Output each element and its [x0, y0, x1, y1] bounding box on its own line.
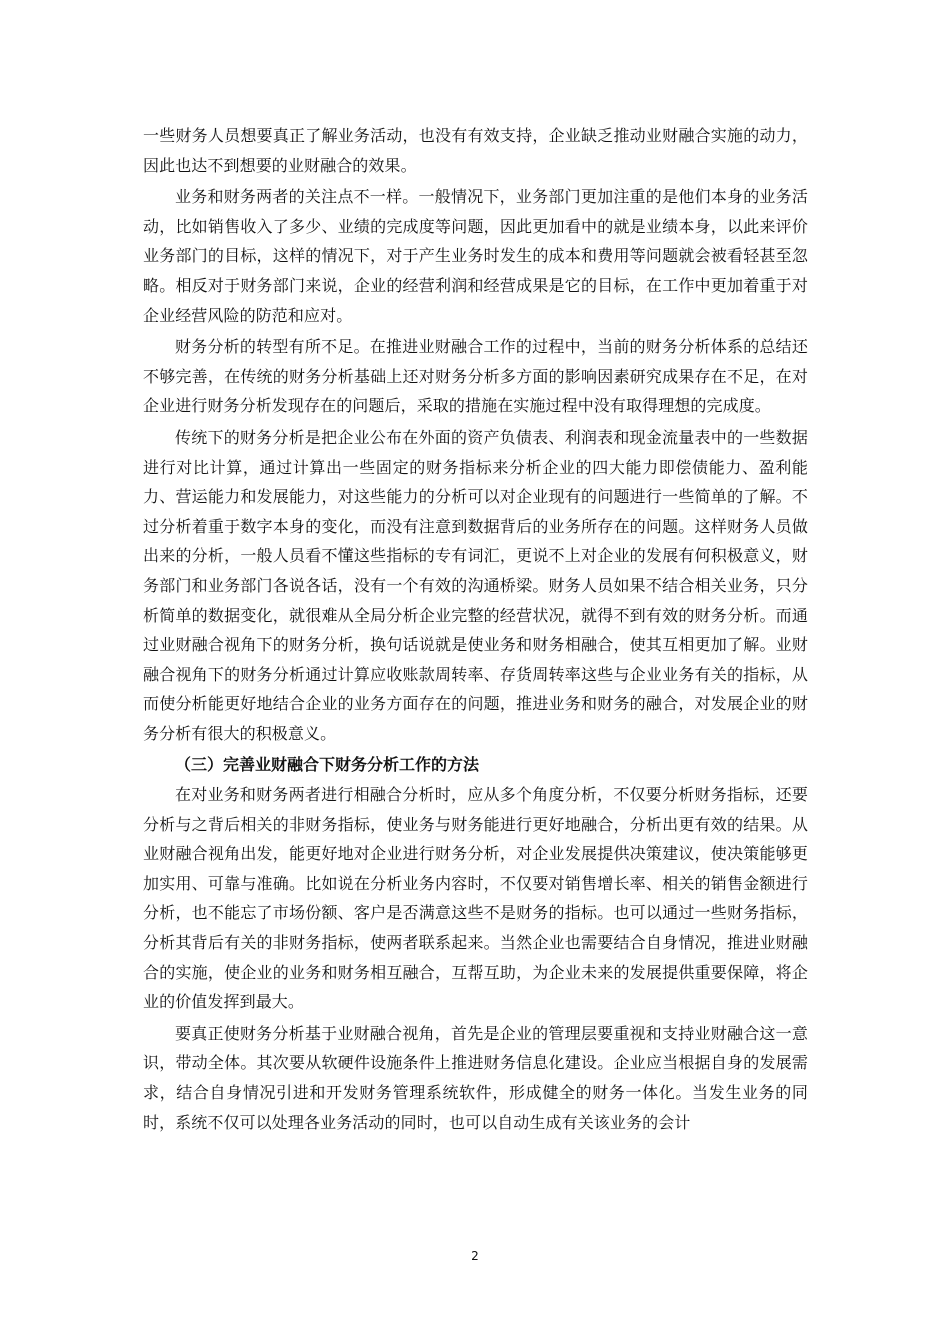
paragraph-management-support: 要真正使财务分析基于业财融合视角，首先是企业的管理层要重视和支持业财融合这一意识，带动全体。其次要从软硬件设施条件上推进财务信息化建设。企业应当根据自身的发展需求，结合自身情况引进和开发财务管理系统软件，形成健全的财务一体化。当发生业务的同时，系统不仅可以处理各业务活动的同时，也可以自动生成有关该业务的会计	[143, 1023, 808, 1132]
section-heading: （三）完善业财融合下财务分析工作的方法	[175, 755, 480, 775]
document-body	[143, 121, 808, 1137]
page-number: 2	[471, 1249, 479, 1263]
paragraph-continuation: 一些财务人员想要真正了解业务活动，也没有有效支持，企业缺乏推动业财融合实施的动力，因此也达不到想要的业财融合的效果。	[143, 126, 808, 175]
paragraph-traditional-analysis: 传统下的财务分析是把企业公布在外面的资产负债表、利润表和现金流量表中的一些数据进行对比计算，通过计算出一些固定的财务指标来分析企业的四大能力即偿债能力、盈利能力、营运能力和发展能力，对这些能力的分析可以对企业现有的问题进行一些简单的了解。不过分析着重于数字本身的变化，而没有注意到数据背后的业务所存在的问题。这样财务人员做出来的分析，一般人员看不懂这些指标的专有词汇，更说不上对企业的发展有何积极意义，财务部门和业务部门各说各话，没有一个有效的沟通桥梁。财务人员如果不结合相关业务，只分析简单的数据变化，就很难从全局分析企业完整的经营状况，就得不到有效的财务分析。而通过业财融合视角下的财务分析，换句话说就是使业务和财务相融合，使其互相更加了解。业财融合视角下的财务分析通过计算应收账款周转率、存货周转率这些与企业业务有关的指标，从而使分析能更好地结合企业的业务方面存在的问题，推进业务和财务的融合，对发展企业的财务分析有很大的积极意义。	[143, 427, 808, 743]
paragraph-analysis-transition: 财务分析的转型有所不足。在推进业财融合工作的过程中，当前的财务分析体系的总结还不够完善，在传统的财务分析基础上还对财务分析多方面的影响因素研究成果存在不足，在对企业进行财务分析发现存在的问题后，采取的措施在实施过程中没有取得理想的完成度。	[143, 337, 808, 416]
paragraph-focus-difference: 业务和财务两者的关注点不一样。一般情况下，业务部门更加注重的是他们本身的业务活动，比如销售收入了多少、业绩的完成度等问题，因此更加看中的就是业绩本身，以此来评价业务部门的目标，这样的情况下，对于产生业务时发生的成本和费用等问题就会被看轻甚至忽略。相反对于财务部门来说，企业的经营利润和经营成果是它的目标，在工作中更加着重于对企业经营风险的防范和应对。	[143, 187, 808, 325]
paragraph-methods: 在对业务和财务两者进行相融合分析时，应从多个角度分析，不仅要分析财务指标，还要分析与之背后相关的非财务指标，使业务与财务能进行更好地融合，分析出更有效的结果。从业财融合视角出发，能更好地对企业进行财务分析，对企业发展提供决策建议，使决策能够更加实用、可靠与准确。比如说在分析业务内容时，不仅要对销售增长率、相关的销售金额进行分析，也不能忘了市场份额、客户是否满意这些不是财务的指标。也可以通过一些财务指标，分析其背后有关的非财务指标，使两者联系起来。当然企业也需要结合自身情况，推进业财融合的实施，使企业的业务和财务相互融合，互帮互助，为企业未来的发展提供重要保障，将企业的价值发挥到最大。	[143, 785, 808, 1012]
